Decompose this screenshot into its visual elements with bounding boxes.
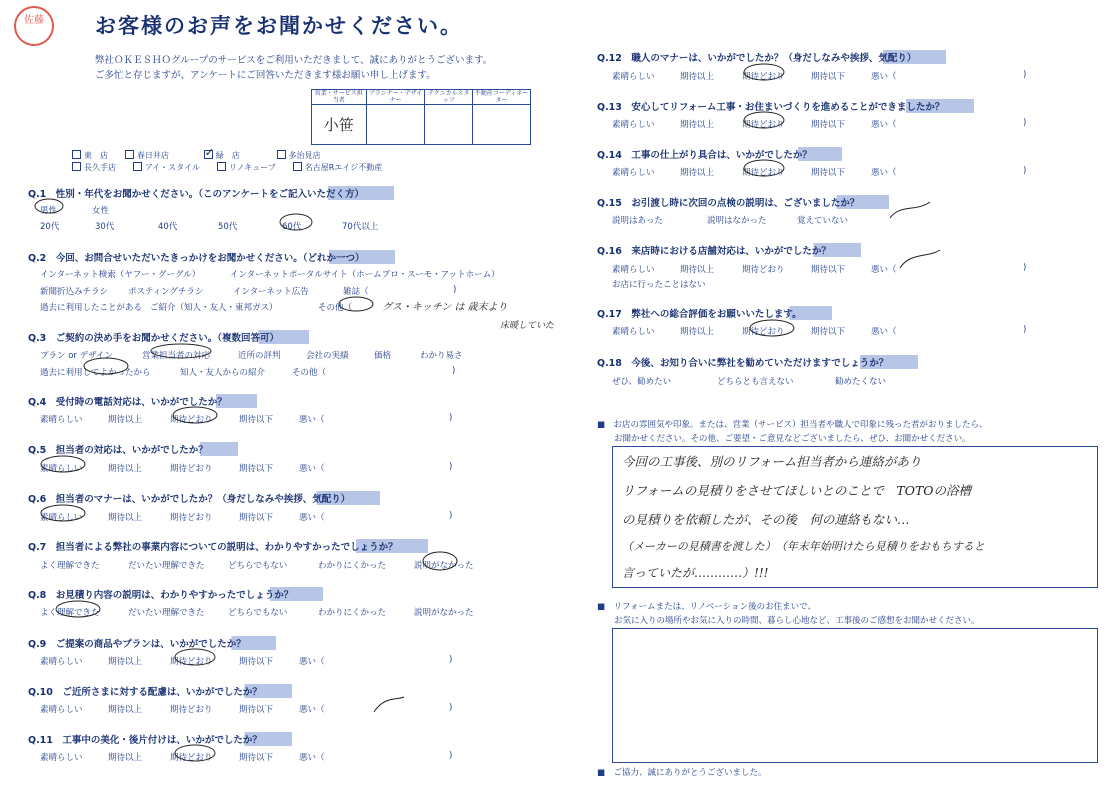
option[interactable]: 期待以下	[811, 72, 846, 82]
option[interactable]: 期待以下	[239, 415, 274, 425]
paren: )	[449, 751, 453, 761]
question-q10: Q.10 ご近所さまに対する配慮は、いかがでしたか？	[28, 684, 292, 698]
option[interactable]: 期待以下	[239, 513, 274, 523]
staff-header-realestate: 不動産コーディネーター	[473, 90, 531, 105]
option[interactable]: 悪い（	[871, 168, 897, 178]
option[interactable]: 期待以下	[239, 705, 274, 715]
checkbox-icon[interactable]	[293, 162, 302, 171]
option[interactable]: 40代	[158, 222, 178, 232]
option[interactable]: 期待どおり	[742, 265, 785, 275]
option[interactable]: どちらでもない	[228, 561, 288, 571]
option[interactable]: 期待以下	[239, 657, 274, 667]
comment1-handwritten-line2: リフォームの見積りをさせてほしいとのことで TOTOの浴槽	[622, 483, 972, 498]
option[interactable]: 期待以上	[108, 753, 143, 763]
option[interactable]: 悪い（	[299, 657, 325, 667]
question-q18: Q.18 今後、お知り合いに弊社を勧めていただけますでしょうか？	[597, 355, 918, 369]
option[interactable]: お店に行ったことはない	[612, 280, 706, 290]
checkbox-icon[interactable]	[133, 162, 142, 171]
option[interactable]: 説明はなかった	[707, 216, 767, 226]
option[interactable]: 説明はあった	[612, 216, 663, 226]
option[interactable]: ポスティングチラシ	[128, 287, 204, 297]
question-q8: Q.8 お見積り内容の説明は、わかりやすかったでしょうか？	[28, 587, 323, 601]
question-q1: Q.1 性別・年代をお聞かせください。（このアンケートをご記入いただく方）	[28, 186, 394, 200]
checkbox-icon[interactable]	[217, 162, 226, 171]
q3-row1	[40, 349, 463, 361]
question-q3: Q.3 ご契約の決め手をお聞かせください。（複数回答可）	[28, 330, 309, 344]
option[interactable]: 過去に利用したことがある	[40, 303, 143, 313]
option[interactable]: 期待どおり	[170, 513, 213, 523]
comment1-handwritten-line1: 今回の工事後、別のリフォーム担当者から連絡があり	[622, 454, 922, 469]
option[interactable]: 期待以上	[680, 265, 715, 275]
question-q12: Q.12 職人のマナーは、いかがでしたか？（身だしなみや挨拶、気配り）	[597, 50, 946, 64]
option[interactable]: プラン or デザイン	[40, 351, 114, 361]
option[interactable]: 期待以上	[680, 72, 715, 82]
mark-dash	[890, 202, 930, 218]
branch-option[interactable]: 多治見店	[277, 150, 321, 161]
option[interactable]: わかりにくかった	[318, 608, 387, 618]
comment1-handwritten-line4: （メーカーの見積書を渡した） （年末年始明けたら見積りをおもちすると	[622, 540, 985, 553]
option[interactable]: 期待どおり	[170, 657, 213, 667]
option[interactable]: 期待以下	[811, 120, 846, 130]
option[interactable]: 期待どおり	[170, 464, 213, 474]
staff-value-sales[interactable]: 小笹	[312, 105, 367, 145]
paren: )	[1023, 325, 1027, 335]
comment1-handwritten-line3: の見積りを依頼したが、その後 何の連絡もない…	[622, 512, 910, 527]
branch-option[interactable]: 長久手店	[72, 162, 116, 173]
option[interactable]: 会社の実績	[306, 351, 349, 361]
option[interactable]: だいたい理解できた	[128, 608, 205, 618]
option[interactable]: 素晴らしい	[40, 753, 83, 763]
branch-option[interactable]: リノキューブ	[217, 162, 276, 173]
comment1-prompt-line1: ■ お店の雰囲気や印象。または、営業（サービス）担当者や職人で印象に残った者がおりましたら、	[597, 420, 988, 430]
option[interactable]: 勧めたくない	[835, 377, 887, 387]
option[interactable]: 悪い（	[871, 72, 897, 82]
branch-option[interactable]: 名古屋Rエイジ不動産	[293, 162, 383, 173]
option[interactable]: 素晴らしい	[40, 657, 83, 667]
question-q13: Q.13 安心してリフォーム工事・お住まいづくりを進めることができましたか？	[597, 99, 974, 113]
option[interactable]: 期待以上	[108, 415, 143, 425]
q2-row2	[40, 285, 456, 297]
option[interactable]: 期待以下	[811, 168, 846, 178]
option[interactable]: 20代	[40, 222, 60, 232]
option[interactable]: わかり易さ	[420, 351, 463, 361]
option[interactable]: 30代	[95, 222, 115, 232]
option[interactable]: 期待どおり	[170, 753, 213, 763]
option[interactable]: 知人・友人からの紹介	[180, 368, 266, 378]
staff-value-technical[interactable]	[425, 105, 473, 145]
question-q6: Q.6 担当者のマナーは、いかがでしたか？（身だしなみや挨拶、気配り）	[28, 491, 380, 505]
option[interactable]: ぜひ、勧めたい	[612, 377, 672, 387]
option[interactable]: その他（	[318, 303, 353, 313]
option[interactable]: 新聞折込みチラシ	[40, 287, 109, 297]
comment2-prompt-line1: ■ リフォームまたは、リノベーション後のお住まいで、	[597, 602, 816, 612]
checkbox-icon[interactable]	[125, 150, 134, 159]
q7-options	[40, 559, 474, 571]
question-q11: Q.11 工事中の美化・後片付けは、いかがでしたか？	[28, 732, 292, 746]
option[interactable]: よく理解できた	[40, 561, 100, 571]
paren: )	[449, 511, 453, 521]
comment1-prompt-line2: お聞かせください。その他、ご要望・ご意見などございましたら、ぜひ、お聞かせください。	[614, 434, 971, 444]
checkbox-icon[interactable]	[72, 162, 81, 171]
option[interactable]: どちらでもない	[228, 608, 288, 618]
q12-options	[612, 70, 1026, 82]
option[interactable]: 期待どおり	[742, 120, 785, 130]
page-title: お客様のお声をお聞かせください。	[95, 14, 463, 38]
option[interactable]: 期待以下	[239, 753, 274, 763]
option[interactable]: どちらとも言えない	[717, 377, 794, 387]
option[interactable]: 期待以上	[108, 513, 143, 523]
option[interactable]: 価格	[374, 351, 392, 361]
comment2-prompt-line2: お気に入りの場所やお気に入りの時間、暮らし心地など、工事後のご感想をお聞かせください。	[614, 616, 980, 626]
q9-options	[40, 655, 452, 667]
option[interactable]: 期待以上	[680, 120, 715, 130]
q18-options	[612, 375, 886, 387]
option[interactable]: インターネット検索（ヤフー・グーグル）	[40, 270, 201, 280]
branch-row-1	[72, 146, 452, 161]
option[interactable]: 素晴らしい	[40, 415, 83, 425]
option[interactable]: 期待以下	[811, 327, 846, 337]
paren: )	[452, 366, 456, 376]
option[interactable]: 期待どおり	[170, 705, 213, 715]
option[interactable]: 悪い（	[871, 120, 897, 130]
option[interactable]: 男性	[40, 206, 58, 216]
staff-header-sales: 営業・サービス担当者	[312, 90, 367, 105]
option[interactable]: 雑誌（	[343, 287, 369, 297]
paren: )	[1023, 166, 1027, 176]
option[interactable]: 期待以上	[108, 705, 143, 715]
question-q4: Q.4 受付時の電話対応は、いかがでしたか？	[28, 394, 257, 408]
question-q15: Q.15 お引渡し時に次回の点検の説明は、ございましたか？	[597, 195, 889, 209]
option[interactable]: 悪い（	[299, 705, 325, 715]
option[interactable]: 過去に利用してよかったから	[40, 368, 151, 378]
checkbox-icon[interactable]	[72, 150, 81, 159]
paren: )	[1023, 263, 1027, 273]
question-q7: Q.7 担当者による弊社の事業内容についての説明は、わかりやすかったでしょうか？	[28, 539, 428, 553]
intro-line-2: ご多忙と存じますが、アンケートにご回答いただきます様お願い申し上げます。	[95, 70, 436, 81]
q4-options	[40, 413, 452, 425]
q11-options	[40, 751, 452, 763]
q1-gender	[40, 204, 144, 216]
question-q2: Q.2 今回、お問合せいただいたきっかけをお聞かせください。（どれか一つ）	[28, 250, 395, 264]
branch-option[interactable]: 春日井店	[125, 150, 169, 161]
q2-handwritten-1: グス・キッチン は 歳末より	[382, 302, 508, 313]
q3-row2	[40, 366, 455, 378]
staff-table	[311, 89, 531, 145]
option[interactable]: 素晴らしい	[612, 327, 655, 337]
option[interactable]: 期待どおり	[742, 327, 785, 337]
option[interactable]: わかりにくかった	[318, 561, 387, 571]
question-q16: Q.16 来店時における店舗対応は、いかがでしたか？	[597, 243, 861, 257]
option[interactable]: 70代以上	[342, 222, 379, 232]
q15-options	[612, 214, 848, 226]
staff-value-planner[interactable]	[366, 105, 425, 145]
option[interactable]: インターネットポータルサイト（ホームプロ・スーモ・アットホーム）	[230, 270, 500, 280]
option[interactable]: 期待以上	[680, 168, 715, 178]
checked-checkbox-icon[interactable]: ✓	[204, 146, 214, 159]
option[interactable]: 素晴らしい	[40, 705, 83, 715]
option[interactable]: 期待以上	[680, 327, 715, 337]
paren: )	[449, 413, 453, 423]
branch-option[interactable]: 東 店	[72, 150, 108, 161]
option[interactable]: 期待以下	[239, 464, 274, 474]
option[interactable]: 期待どおり	[742, 168, 785, 178]
staff-value-realestate[interactable]	[473, 105, 531, 145]
option[interactable]: 期待以上	[108, 464, 143, 474]
q16-extra	[612, 278, 706, 290]
q14-options	[612, 166, 1026, 178]
q6-options	[40, 511, 452, 523]
q2-handwritten-2: 床暖していた	[500, 321, 555, 331]
paren: )	[449, 655, 453, 665]
option[interactable]: 説明がなかった	[414, 608, 474, 618]
option[interactable]: 近所の評判	[238, 351, 281, 361]
option[interactable]: 期待以上	[108, 657, 143, 667]
seal-stamp: 佐藤	[14, 6, 54, 46]
option[interactable]: 悪い（	[299, 513, 325, 523]
option[interactable]: 素晴らしい	[612, 72, 655, 82]
branch-option-selected[interactable]: ✓ 緑 店	[204, 146, 240, 160]
option[interactable]: 覚えていない	[797, 216, 849, 226]
option[interactable]: 悪い（	[299, 464, 325, 474]
option[interactable]: ご紹介（知人・友人・東邦ガス）	[150, 303, 278, 313]
option[interactable]: その他（	[292, 368, 327, 378]
question-q9: Q.9 ご提案の商品やプランは、いかがでしたか？	[28, 636, 276, 650]
option[interactable]: 悪い（	[299, 415, 325, 425]
option[interactable]: 女性	[92, 206, 110, 216]
option[interactable]: 悪い（	[871, 265, 897, 275]
option[interactable]: 悪い（	[299, 753, 325, 763]
checkbox-icon[interactable]	[277, 150, 286, 159]
branch-option[interactable]: アイ・スタイル	[133, 162, 200, 173]
option[interactable]: 悪い（	[871, 327, 897, 337]
staff-header-planner: プランナー・デザイナー	[366, 90, 425, 105]
question-q5: Q.5 担当者の対応は、いかがでしたか？	[28, 442, 238, 456]
option[interactable]: 期待以下	[811, 265, 846, 275]
option[interactable]: 素晴らしい	[612, 168, 655, 178]
q1-ages	[40, 220, 378, 232]
q17-options	[612, 325, 1026, 337]
paren: )	[1023, 118, 1027, 128]
paren: )	[449, 703, 453, 713]
option[interactable]: 説明がなかった	[414, 561, 474, 571]
staff-header-technical: テクニカルスタッフ	[425, 90, 473, 105]
question-q14: Q.14 工事の仕上がり具合は、いかがでしたか？	[597, 147, 842, 161]
question-q17: Q.17 弊社への総合評価をお願いいたします。	[597, 306, 832, 320]
q13-options	[612, 118, 1026, 130]
option[interactable]: 期待どおり	[742, 72, 785, 82]
q2-row1	[40, 268, 500, 280]
branch-row-2	[72, 162, 452, 173]
option[interactable]: 50代	[218, 222, 238, 232]
option[interactable]: よく理解できた	[40, 608, 100, 618]
option[interactable]: だいたい理解できた	[128, 561, 205, 571]
option[interactable]: 素晴らしい	[40, 513, 83, 523]
q5-options	[40, 462, 452, 474]
paren: )	[453, 285, 457, 295]
intro-line-1: 弊社ＯＫＥＳＨＯグループのサービスをご利用いただきまして、誠にありがとうございます。	[95, 55, 493, 66]
option[interactable]: 期待どおり	[170, 415, 213, 425]
q16-options	[612, 263, 1026, 275]
option[interactable]: インターネット広告	[233, 287, 309, 297]
option[interactable]: 営業担当者の対応	[142, 351, 211, 361]
option[interactable]: 素晴らしい	[612, 265, 655, 275]
q2-row3	[40, 301, 352, 313]
option[interactable]: 60代	[282, 222, 302, 232]
option[interactable]: 素晴らしい	[40, 464, 83, 474]
paren: )	[449, 462, 453, 472]
option[interactable]: 素晴らしい	[612, 120, 655, 130]
paren: )	[1023, 70, 1027, 80]
comment2-box[interactable]	[612, 628, 1098, 763]
footer-thanks: ■ ご協力、誠にありがとうございました。	[597, 768, 767, 778]
q10-options	[40, 703, 452, 715]
comment1-handwritten-line5: 言っていたが…………）!!!	[622, 566, 769, 580]
q8-options	[40, 606, 474, 618]
